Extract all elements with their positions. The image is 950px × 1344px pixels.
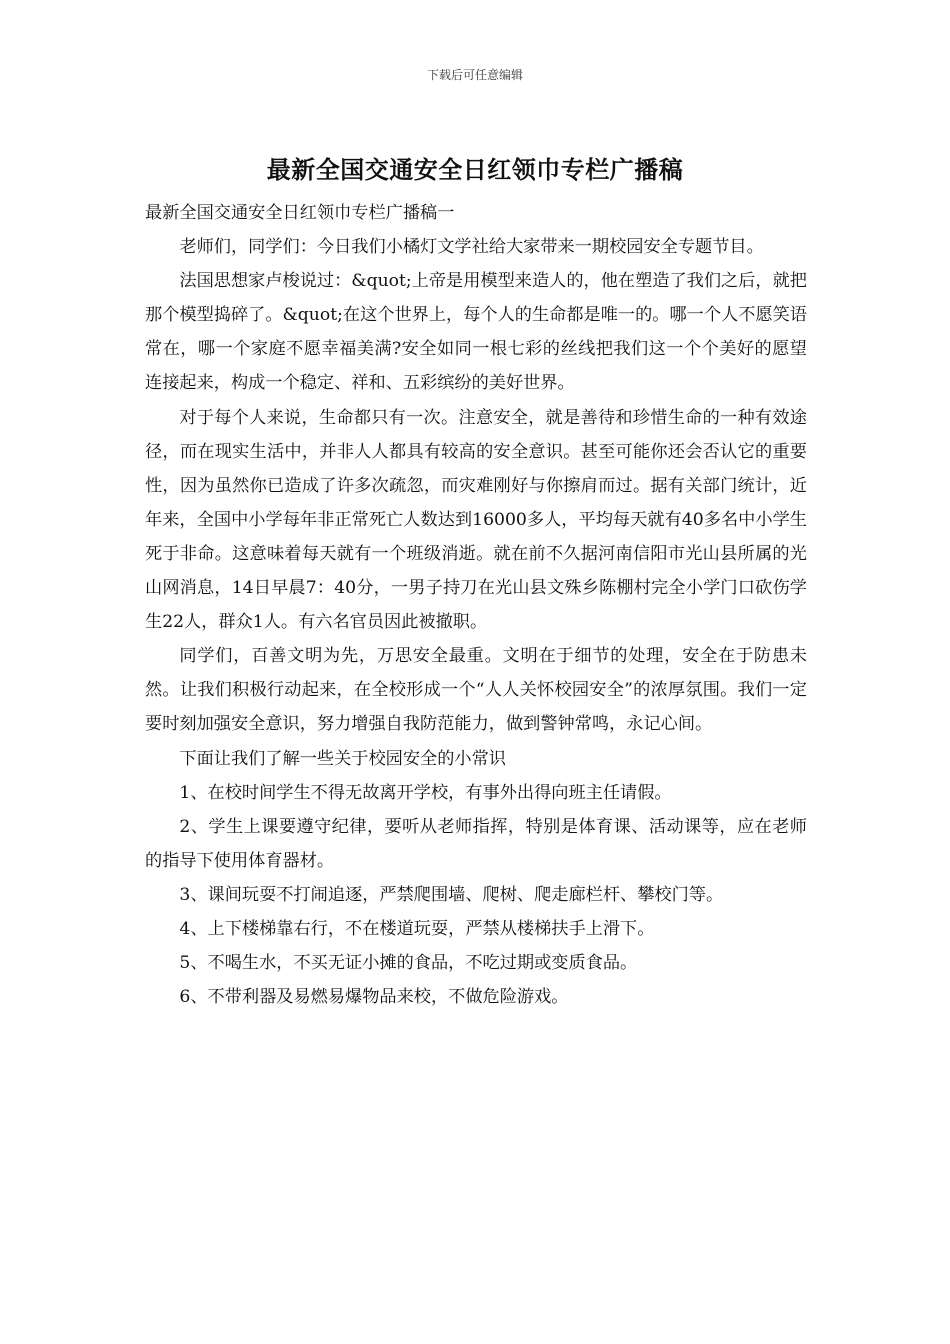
document-body bbox=[145, 196, 807, 1014]
list-item-tip-5: 5、不喝生水，不买无证小摊的食品，不吃过期或变质食品。 bbox=[179, 953, 638, 974]
paragraph-statistics: 对于每个人来说，生命都只有一次。注意安全，就是善待和珍惜生命的一种有效途径，而在现实生活中，并非人人都具有较高的安全意识。甚至可能你还会否认它的重要性，因为虽然你已造成了许多次疏忽，而灾难刚好与你擦肩而过。据有关部门统计，近年来，全国中小学每年非正常死亡人数达到16000多人，平均每天就有40多名中小学生死于非命。这意味着每天就有一个班级消逝。就在前不久据河南信阳市光山县所属的光山网消息，14日早晨7：40分，一男子持刀在光山县文殊乡陈棚村完全小学门口砍伤学生22人，群众1人。有六名官员因此被撤职。 bbox=[145, 407, 807, 633]
paragraph-greeting: 老师们，同学们：今日我们小橘灯文学社给大家带来一期校园安全专题节目。 bbox=[179, 237, 764, 258]
list-item-tip-3: 3、课间玩耍不打闹追逐，严禁爬围墙、爬树、爬走廊栏杆、攀校门等。 bbox=[179, 884, 724, 905]
paragraph-tips-intro: 下面让我们了解一些关于校园安全的小常识 bbox=[179, 748, 506, 769]
paragraph-call-to-action: 同学们，百善文明为先，万思安全最重。文明在于细节的处理，安全在于防患未然。让我们积极行动起来，在全校形成一个“人人关怀校园安全”的浓厚氛围。我们一定要时刻加强安全意识，努力增强自我防范能力，做到警钟常鸣，永记心间。 bbox=[145, 646, 807, 735]
list-item-tip-1: 1、在校时间学生不得无故离开学校，有事外出得向班主任请假。 bbox=[179, 782, 672, 803]
page-header-note: 下载后可任意编辑 bbox=[426, 68, 523, 82]
paragraph-rousseau-quote: 法国思想家卢梭说过：&quot;上帝是用模型来造人的，他在塑造了我们之后，就把那个模型捣碎了。&quot;在这个世界上，每个人的生命都是唯一的。哪一个人不愿笑语常在，哪一个家庭不愿幸福美满?安全如同一根七彩的丝线把我们这一个个美好的愿望连接起来，构成一个稳定、祥和、五彩缤纷的美好世界。 bbox=[145, 271, 807, 394]
list-item-tip-4: 4、上下楼梯靠右行，不在楼道玩耍，严禁从楼梯扶手上滑下。 bbox=[179, 918, 655, 939]
document-subtitle: 最新全国交通安全日红领巾专栏广播稿一 bbox=[145, 203, 455, 223]
document-title: 最新全国交通安全日红领巾专栏广播稿 bbox=[266, 156, 684, 184]
list-item-tip-2: 2、学生上课要遵守纪律，要听从老师指挥，特别是体育课、活动课等，应在老师的指导下使用体育器材。 bbox=[145, 816, 807, 871]
list-item-tip-6: 6、不带利器及易燃易爆物品来校，不做危险游戏。 bbox=[179, 987, 569, 1008]
